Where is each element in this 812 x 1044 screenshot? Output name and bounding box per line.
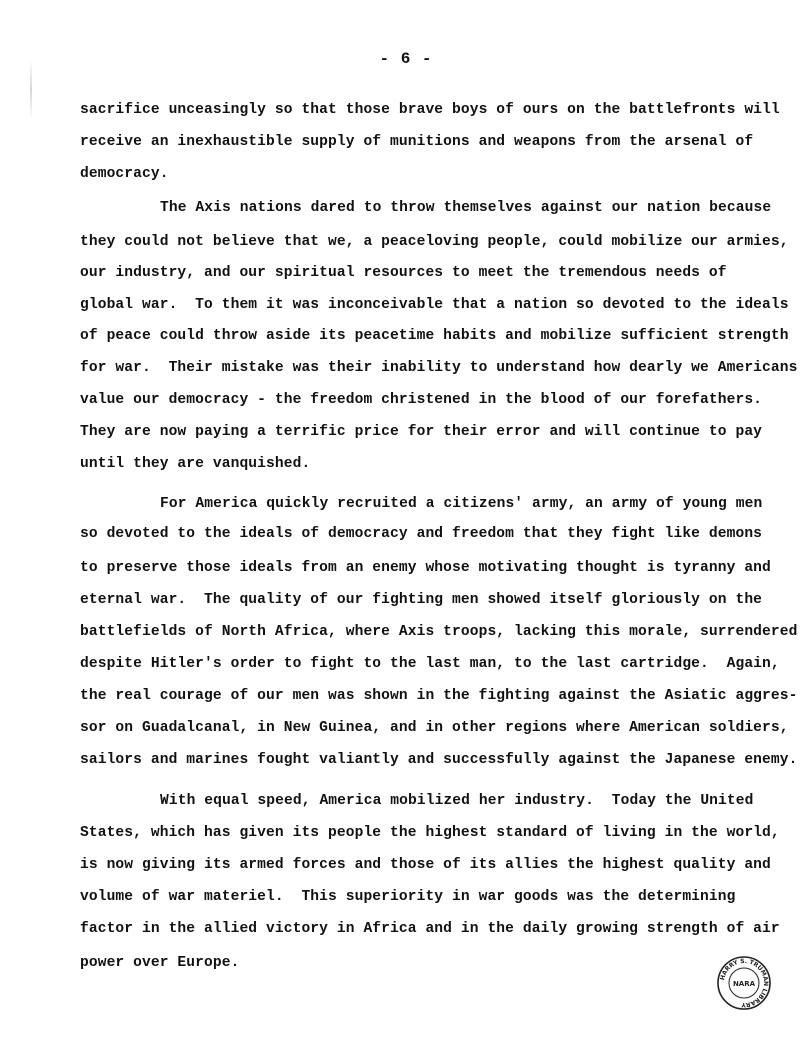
- paragraph-start-line: For America quickly recruited a citizens' army, an army of young men: [160, 496, 763, 512]
- margin-smudge: [30, 60, 32, 120]
- text-line: volume of war materiel. This superiority in war goods was the determining: [80, 889, 736, 905]
- text-line: is now giving its armed forces and those of its allies the highest quality and: [80, 857, 771, 873]
- text-line: eternal war. The quality of our fighting men showed itself gloriously on the: [80, 592, 763, 608]
- text-line: democracy.: [80, 166, 169, 182]
- text-line: global war. To them it was inconceivable that a nation so devoted to the ideals: [80, 297, 789, 313]
- text-line: receive an inexhaustible supply of munitions and weapons from the arsenal of: [80, 134, 754, 150]
- library-seal-stamp: [716, 955, 772, 1011]
- text-line: sor on Guadalcanal, in New Guinea, and in other regions where American soldiers,: [80, 720, 789, 736]
- seal-ring-text: HARRY S. TRUMAN LIBRARY: [719, 957, 770, 1009]
- text-line: States, which has given its people the highest standard of living in the world,: [80, 825, 780, 841]
- text-line: despite Hitler's order to fight to the last man, to the last cartridge. Again,: [80, 656, 780, 672]
- text-line: battlefields of North Africa, where Axis troops, lacking this morale, surrendered: [80, 624, 798, 640]
- page-number: - 6 -: [379, 50, 433, 68]
- text-line: factor in the allied victory in Africa and in the daily growing strength of air: [80, 921, 780, 937]
- text-line: to preserve those ideals from an enemy whose motivating thought is tyranny and: [80, 560, 771, 576]
- paragraph-start-line: The Axis nations dared to throw themselves against our nation because: [160, 200, 772, 216]
- text-line: of peace could throw aside its peacetime habits and mobilize sufficient strength: [80, 328, 789, 344]
- text-line: power over Europe.: [80, 955, 240, 971]
- text-line: sacrifice unceasingly so that those brave boys of ours on the battlefronts will: [80, 102, 780, 118]
- seal-center-text: NARA: [732, 980, 756, 988]
- text-line: sailors and marines fought valiantly and successfully against the Japanese enemy.: [80, 752, 798, 768]
- text-line: so devoted to the ideals of democracy and freedom that they fight like demons: [80, 526, 763, 542]
- text-line: They are now paying a terrific price for their error and will continue to pay: [80, 424, 763, 440]
- text-line: they could not believe that we, a peaceloving people, could mobilize our armies,: [80, 234, 789, 250]
- text-line: until they are vanquished.: [80, 456, 311, 472]
- paragraph-start-line: With equal speed, America mobilized her industry. Today the United: [160, 793, 754, 809]
- text-line: our industry, and our spiritual resources to meet the tremendous needs of: [80, 265, 727, 281]
- text-line: value our democracy - the freedom christened in the blood of our forefathers.: [80, 392, 763, 408]
- text-line: for war. Their mistake was their inability to understand how dearly we Americans: [80, 360, 798, 376]
- text-line: the real courage of our men was shown in the fighting against the Asiatic aggres-: [80, 688, 798, 704]
